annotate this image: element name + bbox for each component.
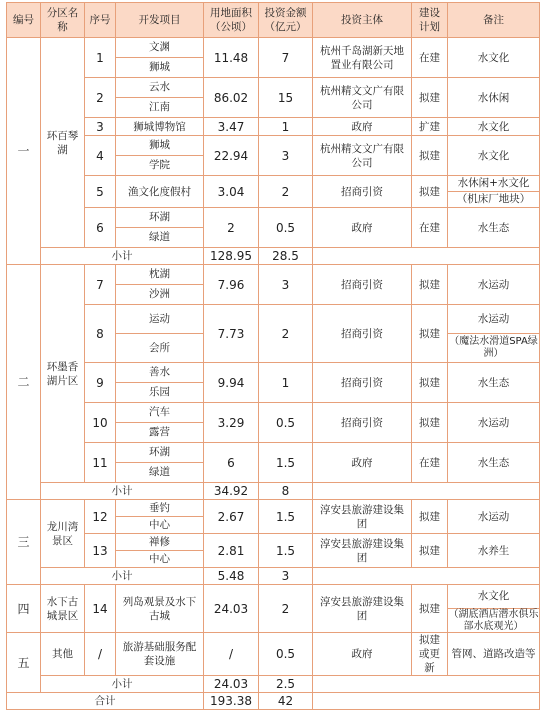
plan-cell: 拟建 xyxy=(412,500,448,534)
project-line: 绿道 xyxy=(149,466,170,478)
investment-cell: 1 xyxy=(259,118,313,136)
table-row xyxy=(7,176,540,208)
plan-cell: 在建 xyxy=(412,443,448,483)
subtotal-label: 小计 xyxy=(41,568,204,585)
zone-name: 环百琴湖 xyxy=(41,38,85,248)
table-row xyxy=(7,534,540,568)
plan-cell: 拟建 xyxy=(412,176,448,208)
area-cell: 2.81 xyxy=(204,534,259,568)
total-area: 193.38 xyxy=(204,693,259,710)
subtotal-label: 小计 xyxy=(41,248,204,265)
project-cell xyxy=(116,500,204,534)
note-cell xyxy=(448,305,540,363)
project-cell xyxy=(116,176,204,208)
table-row xyxy=(7,208,540,248)
project-line: 露营 xyxy=(149,426,170,438)
project-line: 学院 xyxy=(149,159,170,171)
header-investment: 投资金额（亿元） xyxy=(259,3,313,38)
owner-cell: 淳安县旅游建设集团 xyxy=(313,585,412,633)
seq-cell: 8 xyxy=(85,305,116,363)
owner-cell: 招商引资 xyxy=(313,363,412,403)
note-cell xyxy=(448,78,540,118)
note-cell xyxy=(448,208,540,248)
plan-cell: 在建 xyxy=(412,208,448,248)
investment-table xyxy=(6,2,540,710)
project-cell xyxy=(116,633,204,676)
note-text: 水文化 xyxy=(477,149,510,162)
seq-cell: 7 xyxy=(85,265,116,305)
table-row xyxy=(7,403,540,443)
note-line: 水文化 xyxy=(448,585,539,609)
note-text: 水生态 xyxy=(477,456,510,469)
plan-cell: 拟建 xyxy=(412,534,448,568)
project-line: 中心 xyxy=(149,519,170,531)
subtotal-blank xyxy=(313,248,540,265)
project-line: 狮城 xyxy=(149,61,170,73)
zone-code: 三 xyxy=(7,500,41,585)
area-cell: 7.96 xyxy=(204,265,259,305)
owner-cell: 淳安县旅游建设集团 xyxy=(313,534,412,568)
area-cell: 2 xyxy=(204,208,259,248)
owner-cell: 招商引资 xyxy=(313,403,412,443)
owner-cell: 政府 xyxy=(313,443,412,483)
table-row xyxy=(7,500,540,534)
note-text: 管网、道路改造等 xyxy=(451,648,536,660)
investment-cell: 1.5 xyxy=(259,443,313,483)
investment-cell: 0.5 xyxy=(259,633,313,676)
note-cell xyxy=(448,403,540,443)
project-line: 垂钓 xyxy=(116,500,203,517)
project-line: 善水 xyxy=(116,363,203,383)
owner-cell: 招商引资 xyxy=(313,305,412,363)
note-line: 水运动 xyxy=(448,305,539,334)
subtotal-label: 小计 xyxy=(41,483,204,500)
owner-cell: 淳安县旅游建设集团 xyxy=(313,500,412,534)
project-cell xyxy=(116,534,204,568)
owner-cell: 杭州精文文广有限公司 xyxy=(313,78,412,118)
note-text: 水运动 xyxy=(477,510,510,523)
header-seq: 序号 xyxy=(85,3,116,38)
zone-code: 五 xyxy=(7,633,41,693)
project-line: 云水 xyxy=(116,78,203,98)
zone-name: 其他 xyxy=(41,633,85,676)
subtotal-area: 5.48 xyxy=(204,568,259,585)
plan-cell: 拟建 xyxy=(412,403,448,443)
investment-cell: 3 xyxy=(259,136,313,176)
project-cell xyxy=(116,136,204,176)
seq-cell: 6 xyxy=(85,208,116,248)
investment-cell: 1.5 xyxy=(259,534,313,568)
header-owner: 投资主体 xyxy=(313,3,412,38)
project-cell xyxy=(116,363,204,403)
subtotal-blank xyxy=(313,676,540,693)
seq-cell: / xyxy=(85,633,116,676)
area-cell: 86.02 xyxy=(204,78,259,118)
investment-cell: 1.5 xyxy=(259,500,313,534)
total-investment: 42 xyxy=(259,693,313,710)
area-cell: 22.94 xyxy=(204,136,259,176)
subtotal-row xyxy=(7,248,540,265)
project-cell xyxy=(116,208,204,248)
note-cell xyxy=(448,176,540,208)
owner-cell: 政府 xyxy=(313,633,412,676)
plan-cell: 拟建 xyxy=(412,136,448,176)
investment-cell: 2 xyxy=(259,585,313,633)
note-text: 水生态 xyxy=(477,376,510,389)
subtotal-investment: 3 xyxy=(259,568,313,585)
project-line: 汽车 xyxy=(116,403,203,423)
area-cell: 3.29 xyxy=(204,403,259,443)
subtotal-investment: 28.5 xyxy=(259,248,313,265)
note-cell xyxy=(448,38,540,78)
note-cell xyxy=(448,363,540,403)
zone-code: 一 xyxy=(7,38,41,265)
project-cell xyxy=(116,38,204,78)
investment-cell: 2 xyxy=(259,305,313,363)
note-line: 水休闲+水文化 xyxy=(448,176,539,192)
investment-cell: 15 xyxy=(259,78,313,118)
total-blank xyxy=(313,693,540,710)
owner-cell: 招商引资 xyxy=(313,265,412,305)
subtotal-blank xyxy=(313,568,540,585)
header-row xyxy=(7,3,540,38)
note-cell xyxy=(448,136,540,176)
note-cell xyxy=(448,633,540,676)
seq-cell: 5 xyxy=(85,176,116,208)
plan-cell: 拟建 xyxy=(412,585,448,633)
owner-cell: 政府 xyxy=(313,118,412,136)
subtotal-area: 128.95 xyxy=(204,248,259,265)
project-text: 旅游基础服务配套设施 xyxy=(122,641,197,667)
project-line: 禅修 xyxy=(116,534,203,551)
subtotal-area: 24.03 xyxy=(204,676,259,693)
owner-cell: 政府 xyxy=(313,208,412,248)
project-text: 狮城博物馆 xyxy=(133,120,186,133)
subtotal-row xyxy=(7,568,540,585)
subtotal-row xyxy=(7,676,540,693)
zone-name: 水下古城景区 xyxy=(41,585,85,633)
note-line: （湖底酒店潜水俱乐部水底观光） xyxy=(448,608,539,632)
project-line: 运动 xyxy=(116,305,203,334)
area-cell: 9.94 xyxy=(204,363,259,403)
header-project: 开发项目 xyxy=(116,3,204,38)
note-cell xyxy=(448,118,540,136)
investment-cell: 7 xyxy=(259,38,313,78)
plan-cell: 在建 xyxy=(412,38,448,78)
zone-name: 环墨香湖片区 xyxy=(41,265,85,483)
note-line: （机床厂地块） xyxy=(456,193,531,205)
header-note: 备注 xyxy=(448,3,540,38)
project-cell xyxy=(116,265,204,305)
plan-cell: 扩建 xyxy=(412,118,448,136)
note-text: 水生态 xyxy=(477,221,510,234)
seq-cell: 14 xyxy=(85,585,116,633)
project-cell xyxy=(116,403,204,443)
note-cell xyxy=(448,443,540,483)
plan-cell: 拟建或更新 xyxy=(412,633,448,676)
investment-cell: 0.5 xyxy=(259,208,313,248)
seq-cell: 1 xyxy=(85,38,116,78)
area-cell: 2.67 xyxy=(204,500,259,534)
table-row xyxy=(7,633,540,676)
seq-cell: 13 xyxy=(85,534,116,568)
table-row xyxy=(7,585,540,633)
header-plan: 建设计划 xyxy=(412,3,448,38)
note-text: 水运动 xyxy=(477,416,510,429)
table-row xyxy=(7,363,540,403)
plan-cell: 拟建 xyxy=(412,363,448,403)
table-body xyxy=(7,38,540,710)
subtotal-investment: 8 xyxy=(259,483,313,500)
plan-cell: 拟建 xyxy=(412,78,448,118)
seq-cell: 2 xyxy=(85,78,116,118)
header-code: 编号 xyxy=(7,3,41,38)
owner-cell: 杭州千岛湖新天地置业有限公司 xyxy=(313,38,412,78)
total-label: 合计 xyxy=(7,693,204,710)
seq-cell: 11 xyxy=(85,443,116,483)
note-text: 水文化 xyxy=(477,120,510,133)
owner-cell: 杭州精文文广有限公司 xyxy=(313,136,412,176)
investment-cell: 2 xyxy=(259,176,313,208)
note-cell xyxy=(448,534,540,568)
seq-cell: 4 xyxy=(85,136,116,176)
header-zone: 分区名称 xyxy=(41,3,85,38)
area-cell: 11.48 xyxy=(204,38,259,78)
table-row xyxy=(7,265,540,305)
project-line: 文渊 xyxy=(116,38,203,58)
seq-cell: 3 xyxy=(85,118,116,136)
subtotal-investment: 2.5 xyxy=(259,676,313,693)
project-cell xyxy=(116,443,204,483)
table-row xyxy=(7,38,540,78)
seq-cell: 10 xyxy=(85,403,116,443)
area-cell: / xyxy=(204,633,259,676)
plan-cell: 拟建 xyxy=(412,305,448,363)
project-line: 乐园 xyxy=(149,386,170,398)
project-cell xyxy=(116,585,204,633)
investment-cell: 3 xyxy=(259,265,313,305)
note-text: 水文化 xyxy=(477,51,510,64)
note-text: 水运动 xyxy=(477,278,510,291)
project-line: 中心 xyxy=(149,553,170,565)
table-row xyxy=(7,305,540,363)
total-row xyxy=(7,693,540,710)
project-cell xyxy=(116,305,204,363)
project-line: 会所 xyxy=(149,342,170,354)
project-text: 渔文化度假村 xyxy=(128,185,191,198)
area-cell: 3.04 xyxy=(204,176,259,208)
seq-cell: 12 xyxy=(85,500,116,534)
owner-cell: 招商引资 xyxy=(313,176,412,208)
area-cell: 24.03 xyxy=(204,585,259,633)
project-cell xyxy=(116,118,204,136)
note-cell xyxy=(448,585,540,633)
note-cell xyxy=(448,265,540,305)
project-line: 沙洲 xyxy=(149,288,170,300)
note-text: 水养生 xyxy=(477,544,510,557)
project-line: 狮城 xyxy=(116,136,203,156)
table-row xyxy=(7,443,540,483)
project-line: 江南 xyxy=(149,101,170,113)
zone-code: 四 xyxy=(7,585,41,633)
project-text: 列岛观景及水下古城 xyxy=(122,595,197,622)
zone-code: 二 xyxy=(7,265,41,500)
area-cell: 7.73 xyxy=(204,305,259,363)
header-area: 用地面积（公顷） xyxy=(204,3,259,38)
subtotal-area: 34.92 xyxy=(204,483,259,500)
area-cell: 6 xyxy=(204,443,259,483)
note-line: （魔法水滑道SPA绿洲） xyxy=(449,336,538,359)
project-line: 枕湖 xyxy=(116,265,203,285)
subtotal-row xyxy=(7,483,540,500)
table-row xyxy=(7,136,540,176)
subtotal-label: 小计 xyxy=(41,676,204,693)
area-cell: 3.47 xyxy=(204,118,259,136)
project-cell xyxy=(116,78,204,118)
note-text: 水休闲 xyxy=(477,91,510,104)
project-line: 环湖 xyxy=(116,443,203,463)
investment-cell: 1 xyxy=(259,363,313,403)
note-cell xyxy=(448,500,540,534)
investment-cell: 0.5 xyxy=(259,403,313,443)
zone-name: 龙川湾景区 xyxy=(41,500,85,568)
seq-cell: 9 xyxy=(85,363,116,403)
plan-cell: 拟建 xyxy=(412,265,448,305)
table-row xyxy=(7,78,540,118)
project-line: 绿道 xyxy=(149,231,170,243)
table-row xyxy=(7,118,540,136)
subtotal-blank xyxy=(313,483,540,500)
project-line: 环湖 xyxy=(116,208,203,228)
